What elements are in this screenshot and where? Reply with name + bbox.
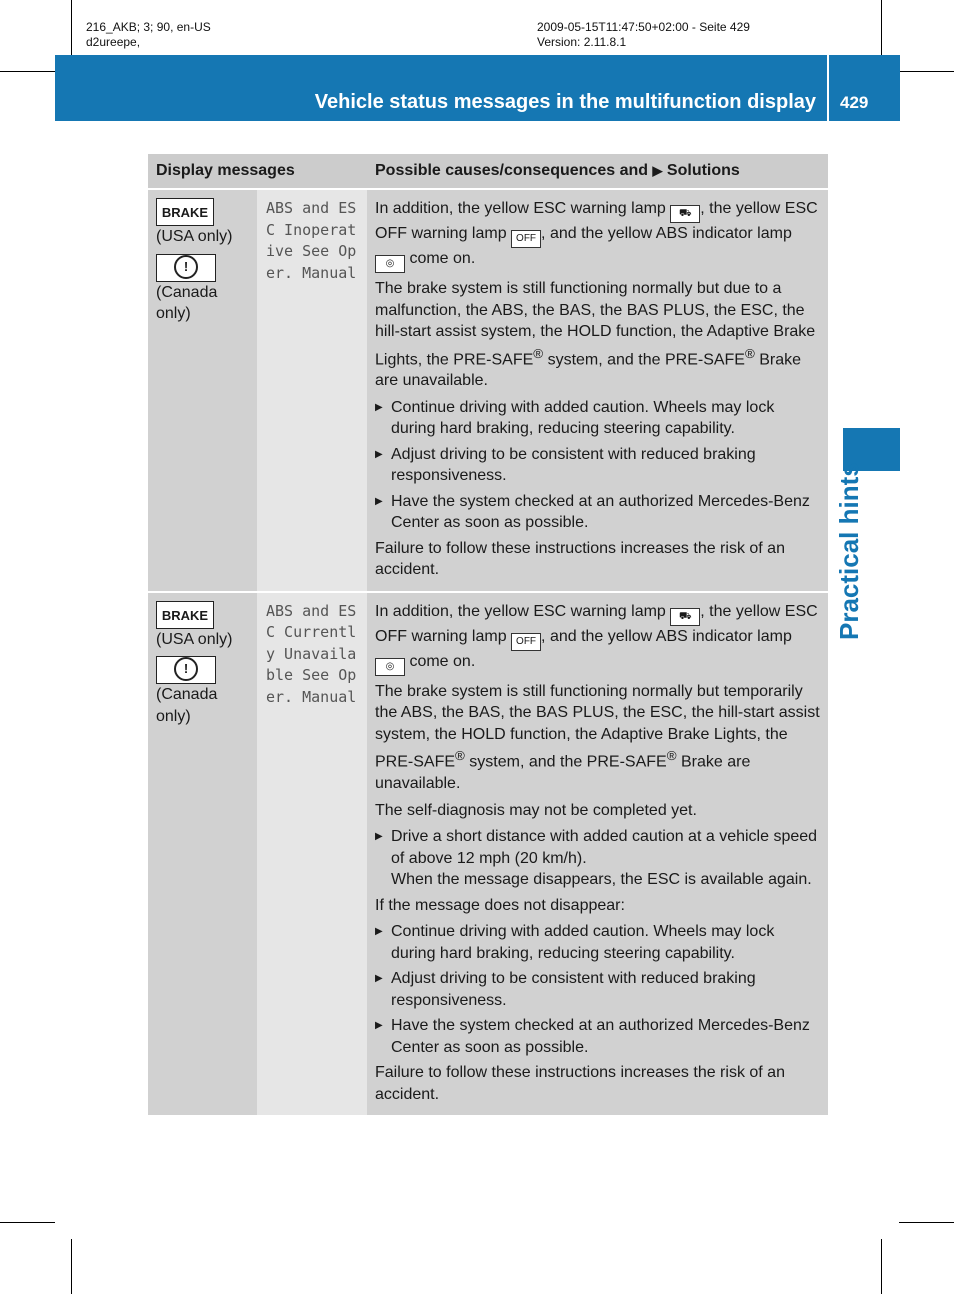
usa-only-label: (USA only) bbox=[156, 630, 233, 648]
page-title: Vehicle status messages in the multifunction display bbox=[314, 91, 816, 113]
intro-paragraph bbox=[375, 601, 821, 676]
side-label: Practical hints bbox=[834, 462, 864, 640]
col-header-solutions-text: Solutions bbox=[666, 162, 740, 179]
intro-text: , the yellow ESC OFF warning lamp bbox=[375, 200, 818, 242]
crop-mark bbox=[899, 1222, 954, 1223]
warning-paragraph: Failure to follow these instructions increases the risk of an accident. bbox=[375, 539, 785, 579]
canada-only-label: (Canada only) bbox=[156, 686, 218, 725]
description-text: The brake system is still functioning normally but due to a malfunction, the ABS, the BAS, the BAS PLUS, the ESC, the hill-start assist system, the HOLD function, the Adaptive Brake Lights, the PRE-SAFE bbox=[375, 280, 816, 368]
arrow-right-icon: ▶ bbox=[652, 163, 663, 178]
action-bullet: ▶ Continue driving with added caution. Wheels may lock during hard braking, reducing steering capability. bbox=[375, 397, 821, 440]
meta-right bbox=[537, 20, 750, 50]
warning-paragraph: Failure to follow these instructions increases the risk of an accident. bbox=[375, 1064, 785, 1103]
page-number: 429 bbox=[840, 93, 869, 112]
display-message: ABS and ESC Inoperative See Oper. Manual bbox=[257, 189, 367, 592]
intro-text: In addition, the yellow ESC warning lamp bbox=[375, 200, 666, 217]
description-text: system, and the PRE-SAFE bbox=[543, 350, 745, 368]
crop-mark bbox=[0, 71, 55, 72]
brake-circle-warning-icon: ! bbox=[156, 656, 216, 684]
description-text: Brake are unavailable. bbox=[375, 753, 751, 793]
crop-mark bbox=[899, 71, 954, 72]
description-paragraph: The brake system is still functioning normally but temporarily the ABS, the BAS, the BAS PLUS, the ESC, the hill-start assist system, the HOLD function, the Adaptive Brake Lights, the PRE-SAFE® system, and the PRE-SAFE® Brake are unavailable. bbox=[375, 682, 820, 793]
intro-text: , and the yellow ABS indicator lamp bbox=[541, 627, 792, 645]
icon-cell bbox=[148, 189, 257, 592]
col-header-causes-text: Possible causes/consequences and bbox=[375, 162, 649, 179]
abs-indicator-lamp-icon: ◎ bbox=[375, 658, 405, 676]
header-banner bbox=[55, 55, 900, 121]
crop-mark bbox=[71, 1239, 72, 1294]
drive-instruction: ▶ Drive a short distance with added caution at a vehicle speed of above 12 mph (20 km/h). bbox=[391, 828, 818, 867]
intro-text: In addition, the yellow ESC warning lamp bbox=[375, 602, 666, 620]
action-bullet: ▶ Have the system checked at an authorized Mercedes-Benz Center as soon as possible. bbox=[375, 491, 821, 534]
intro-text: , the yellow ESC OFF warning lamp bbox=[375, 602, 818, 645]
causes-cell bbox=[367, 592, 828, 1115]
esc-warning-lamp-icon: ⛟ bbox=[670, 205, 700, 223]
brake-circle-warning-icon: ! bbox=[156, 254, 216, 282]
meta-right-line1: 2009-05-15T11:47:50+02:00 - Seite 429 bbox=[537, 20, 750, 34]
action-bullet bbox=[375, 826, 821, 891]
intro-text: , and the yellow ABS indicator lamp bbox=[541, 225, 792, 242]
esc-off-lamp-icon: OFF bbox=[511, 230, 541, 248]
canada-only-label: (Canada only) bbox=[156, 283, 218, 322]
if-not-disappear-paragraph: If the message does not disappear: bbox=[375, 896, 625, 914]
table-row bbox=[148, 592, 828, 1115]
crop-mark bbox=[881, 1239, 882, 1294]
action-bullet: ▶ Adjust driving to be consistent with reduced braking responsiveness. bbox=[375, 444, 821, 487]
header-divider bbox=[827, 55, 829, 121]
action-bullet: ▶ Adjust driving to be consistent with reduced braking responsiveness. bbox=[375, 968, 821, 1011]
abs-indicator-lamp-icon: ◎ bbox=[375, 255, 405, 273]
action-bullet: ▶ Continue driving with added caution. Wheels may lock during hard braking, reducing steering capability. bbox=[375, 921, 821, 964]
meta-left bbox=[86, 20, 211, 50]
intro-paragraph bbox=[375, 198, 821, 273]
brake-warning-icon: BRAKE bbox=[156, 601, 214, 629]
crop-mark bbox=[71, 0, 72, 55]
self-diagnosis-paragraph: The self-diagnosis may not be completed yet. bbox=[375, 801, 697, 819]
table-row bbox=[148, 189, 828, 592]
brake-warning-icon: BRAKE bbox=[156, 198, 214, 226]
messages-table bbox=[148, 154, 828, 1115]
usa-only-label: (USA only) bbox=[156, 228, 233, 245]
crop-mark bbox=[0, 1222, 55, 1223]
causes-cell bbox=[367, 189, 828, 592]
display-message: ABS and ESC Currently Unavailable See Oper. Manual bbox=[257, 592, 367, 1115]
icon-cell bbox=[148, 592, 257, 1115]
intro-text: come on. bbox=[405, 250, 476, 267]
col-header-causes bbox=[367, 154, 828, 189]
crop-mark bbox=[881, 0, 882, 55]
description-text: Brake are unavailable. bbox=[375, 350, 802, 390]
action-bullet: ▶ Have the system checked at an authorized Mercedes-Benz Center as soon as possible. bbox=[375, 1015, 821, 1058]
drive-result: When the message disappears, the ESC is available again. bbox=[391, 871, 812, 889]
esc-warning-lamp-icon: ⛟ bbox=[670, 608, 700, 626]
description-text: system, and the PRE-SAFE bbox=[464, 753, 667, 771]
esc-off-lamp-icon: OFF bbox=[511, 633, 541, 651]
table-header-row bbox=[148, 154, 828, 189]
intro-text: come on. bbox=[405, 652, 476, 670]
description-paragraph: The brake system is still functioning normally but due to a malfunction, the ABS, the BAS, the BAS PLUS, the ESC, the hill-start assist system, the HOLD function, the Adaptive Brake Lights, the PRE-SAFE® system, and the PRE-SAFE® Brake are unavailable. bbox=[375, 280, 816, 390]
meta-right-line2: Version: 2.11.8.1 bbox=[537, 35, 627, 49]
meta-left-line2: d2ureepe, bbox=[86, 35, 141, 49]
description-text: The brake system is still functioning normally but temporarily the ABS, the BAS, the BAS PLUS, the ESC, the hill-start assist system, the HOLD function, the Adaptive Brake Lights, the PRE-SAFE bbox=[375, 682, 820, 771]
meta-left-line1: 216_AKB; 3; 90, en-US bbox=[86, 20, 211, 34]
col-header-display: Display messages bbox=[148, 154, 367, 189]
